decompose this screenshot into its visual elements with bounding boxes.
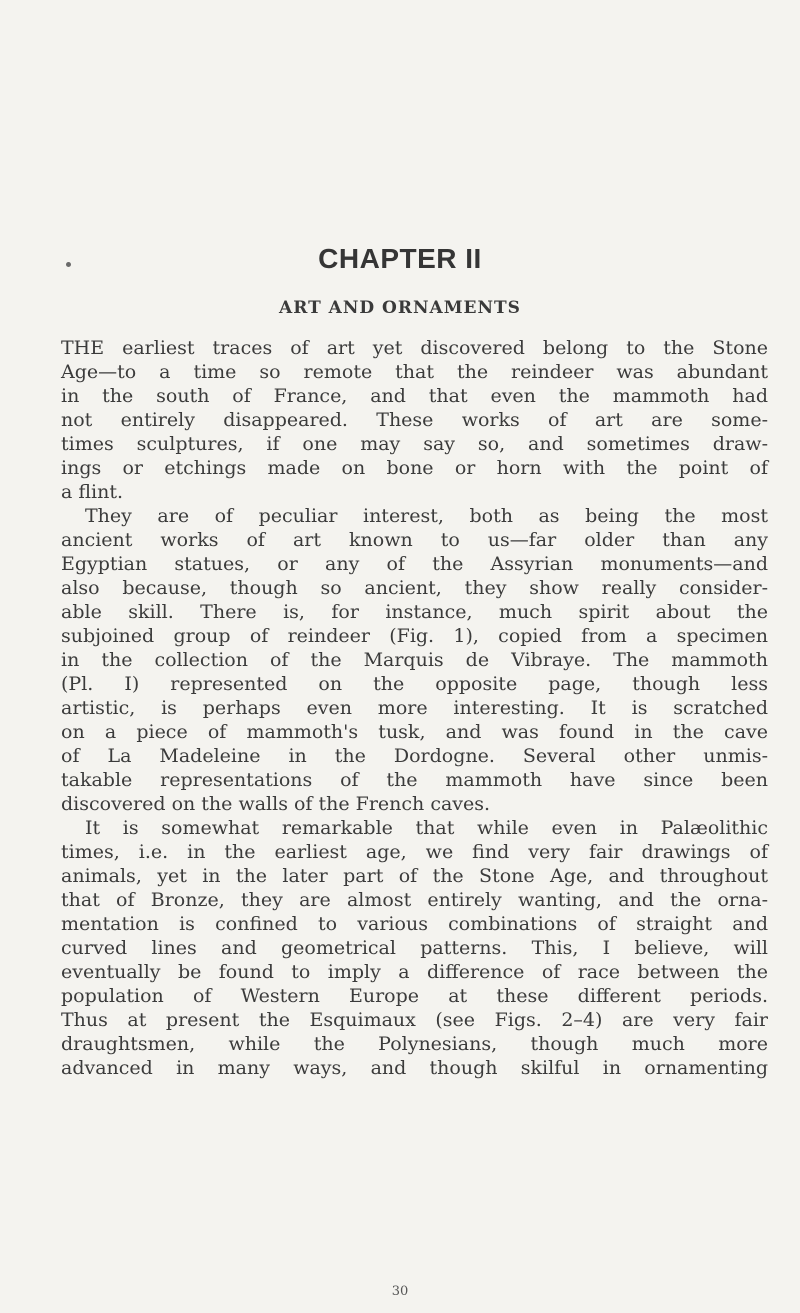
text-line: takable representations of the mammoth have since been	[61, 769, 768, 791]
text-line: ings or etchings made on bone or horn with the point of	[61, 457, 768, 479]
text-line: subjoined group of reindeer (Fig. 1), copied from a specimen	[61, 625, 768, 647]
body-text	[61, 336, 768, 1080]
text-line: mentation is confined to various combinations of straight and	[61, 913, 768, 935]
text-line: that of Bronze, they are almost entirely wanting, and the orna-	[61, 889, 768, 911]
text-line: a flint.	[61, 481, 124, 503]
text-line: (Pl. I) represented on the opposite page, though less	[61, 673, 768, 695]
text-line: advanced in many ways, and though skilful in ornamenting	[61, 1057, 768, 1079]
page-number: 30	[391, 1284, 409, 1299]
text-line: animals, yet in the later part of the Stone Age, and throughout	[61, 865, 768, 887]
chapter-title: CHAPTER II	[318, 243, 482, 274]
text-line: of La Madeleine in the Dordogne. Several other unmis-	[61, 745, 768, 767]
text-line: artistic, is perhaps even more interesting. It is scratched	[61, 697, 768, 719]
text-line: also because, though so ancient, they show really consider-	[61, 577, 768, 599]
text-line: population of Western Europe at these different periods.	[61, 985, 768, 1007]
text-line: ancient works of art known to us—far older than any	[61, 529, 768, 551]
text-line: in the collection of the Marquis de Vibraye. The mammoth	[61, 649, 768, 671]
text-line: It is somewhat remarkable that while even in Palæolithic	[85, 817, 768, 839]
text-line: They are of peculiar interest, both as being the most	[85, 505, 768, 527]
text-line: in the south of France, and that even the mammoth had	[61, 385, 768, 407]
text-line: able skill. There is, for instance, much spirit about the	[61, 601, 768, 623]
section-title: ART AND ORNAMENTS	[279, 298, 521, 318]
text-line: times, i.e. in the earliest age, we find very fair drawings of	[61, 841, 768, 863]
text-line: on a piece of mammoth's tusk, and was found in the cave	[61, 721, 768, 743]
text-line: THE earliest traces of art yet discovered belong to the Stone	[61, 337, 768, 359]
text-line: draughtsmen, while the Polynesians, though much more	[61, 1033, 768, 1055]
text-line: Thus at present the Esquimaux (see Figs. 2–4) are very fair	[61, 1009, 768, 1031]
text-line: curved lines and geometrical patterns. This, I believe, will	[61, 937, 768, 959]
text-line: eventually be found to imply a difference of race between the	[61, 961, 768, 983]
text-line: not entirely disappeared. These works of art are some-	[61, 409, 768, 431]
text-line: times sculptures, if one may say so, and sometimes draw-	[61, 433, 768, 455]
text-line: Egyptian statues, or any of the Assyrian monuments—and	[61, 553, 768, 575]
text-line: Age—to a time so remote that the reindeer was abundant	[61, 361, 768, 383]
text-line: discovered on the walls of the French caves.	[61, 793, 491, 815]
